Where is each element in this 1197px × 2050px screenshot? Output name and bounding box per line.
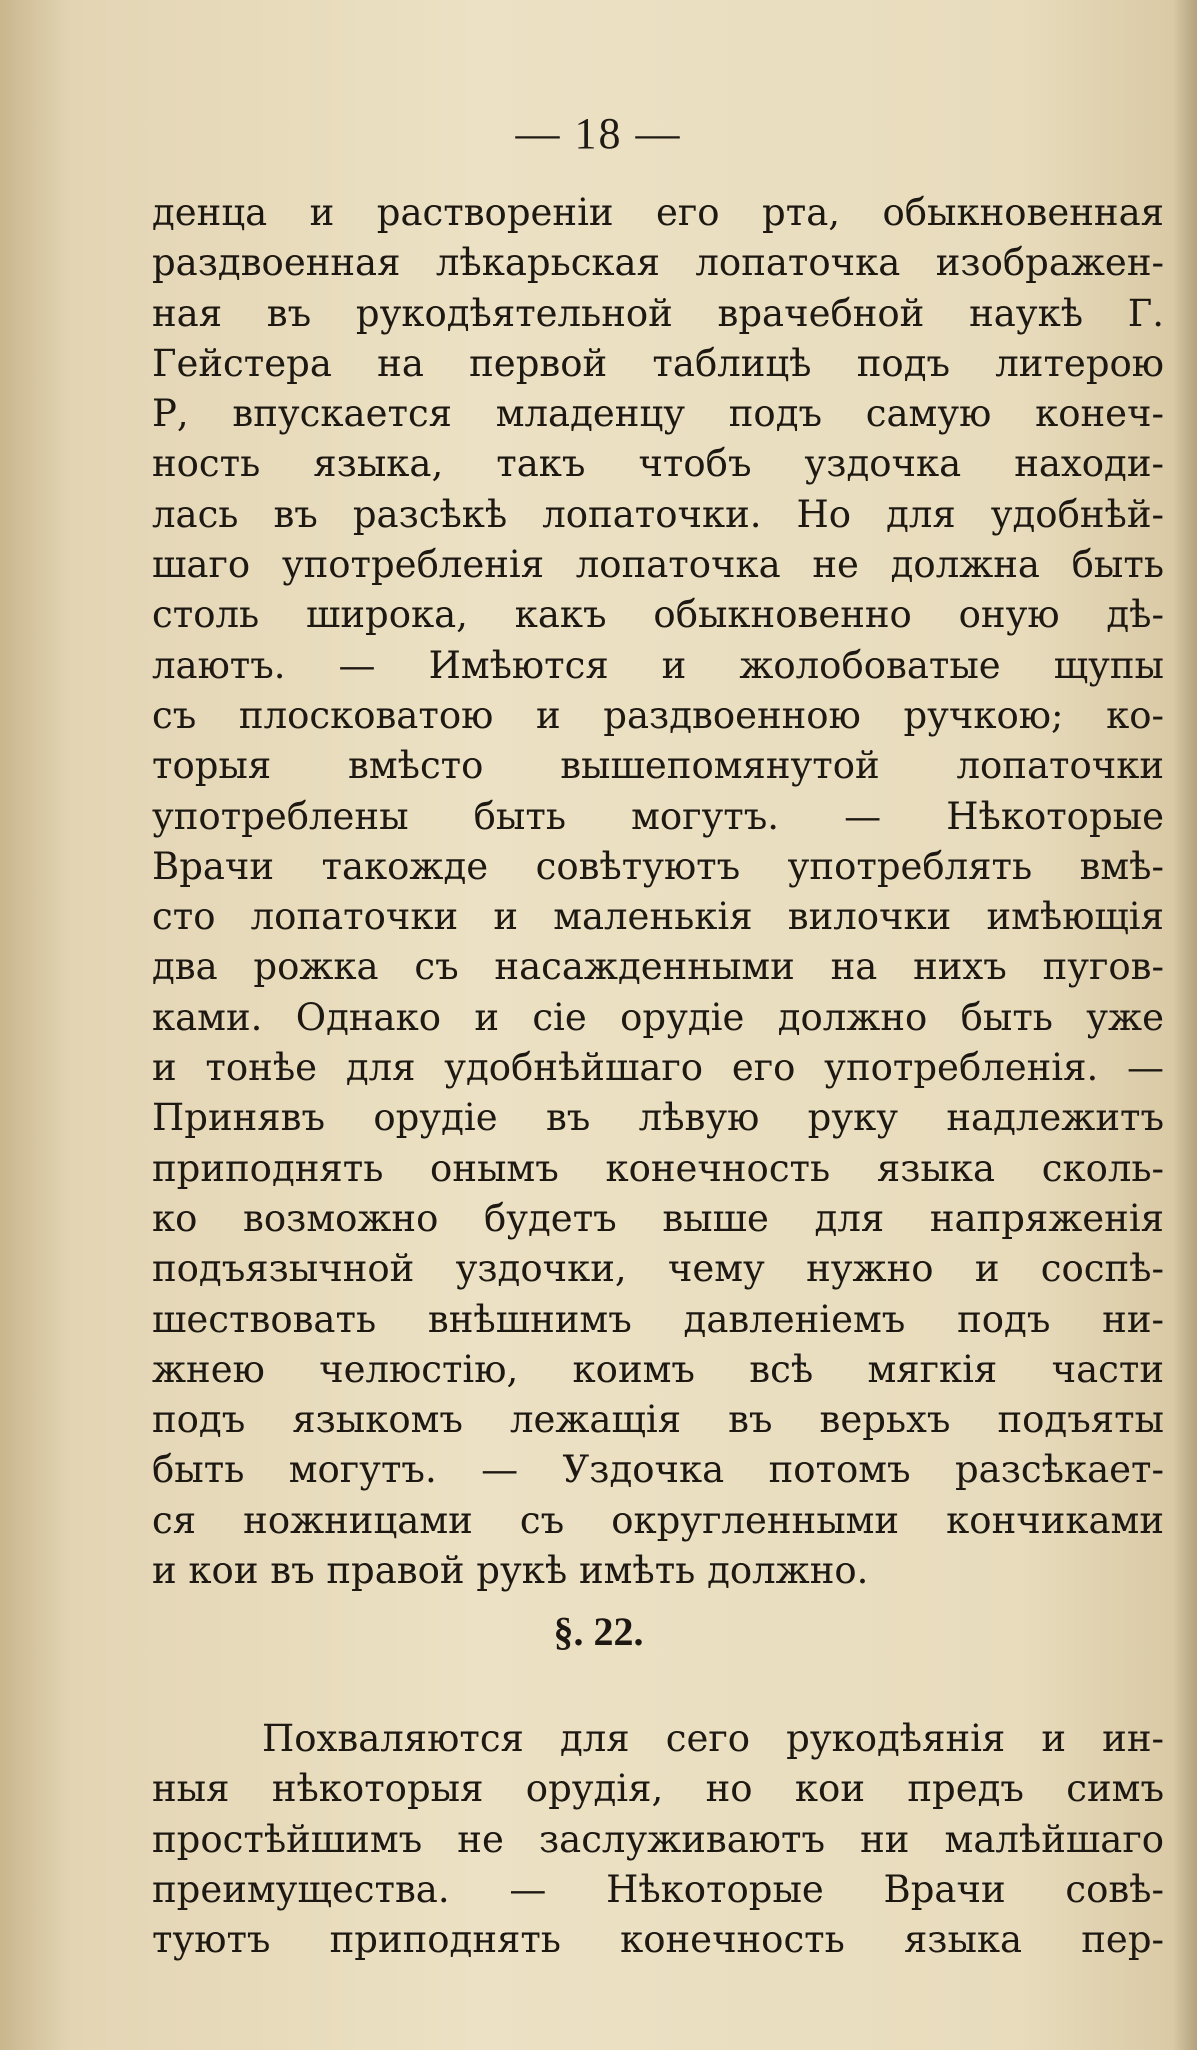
text-line: Похваляются для сего рукодѣянія и ин- <box>262 1717 1164 1760</box>
text-line: и тонѣе для удобнѣйшаго его употребленія. — <box>152 1046 1164 1090</box>
text-line: подъ языкомъ лежащія въ верьхъ подъяты <box>152 1398 1164 1442</box>
text-line: Р, впускается младенцу подъ самую конеч- <box>152 392 1164 436</box>
text-line: простѣйшимъ не заслуживаютъ ни малѣйшаго <box>152 1817 1164 1861</box>
text-line: сто лопаточки и маленькія вилочки имѣющія <box>152 895 1164 939</box>
text-line: приподнять онымъ конечность языка сколь- <box>152 1146 1164 1190</box>
text-line: жнею челюстію, коимъ всѣ мягкія части <box>152 1347 1164 1391</box>
paragraph-2 <box>152 1714 1164 1965</box>
text-line: торыя вмѣсто вышепомянутой лопаточки <box>152 744 1164 788</box>
text-line: ность языка, такъ чтобъ уздочка находи- <box>152 442 1164 486</box>
text-line: быть могутъ. — Уздочка потомъ разсѣкает- <box>152 1448 1164 1492</box>
text-line: и кои въ правой рукѣ имѣть должно. <box>152 1549 869 1593</box>
text-line: шествовать внѣшнимъ давленіемъ подъ ни- <box>152 1297 1164 1341</box>
page-number: — 18 — <box>515 109 682 158</box>
text-line: ная въ рукодѣятельной врачебной наукѣ Г. <box>152 291 1164 335</box>
text-line: съ плосковатою и раздвоенною ручкою; ко- <box>152 693 1164 737</box>
text-line: ся ножницами съ округленными кончиками <box>152 1498 1164 1542</box>
page-gutter-shadow <box>1173 0 1197 2050</box>
text-line: лаютъ. — Имѣются и жолобоватые щупы <box>152 643 1164 687</box>
text-line: шаго употребленія лопаточка не должна быть <box>152 543 1164 587</box>
text-line: ко возможно будетъ выше для напряженія <box>152 1196 1164 1240</box>
text-line: подъязычной уздочки, чему нужно и соспѣ- <box>152 1247 1164 1291</box>
text-line: Врачи такожде совѣтуютъ употреблять вмѣ- <box>152 844 1164 888</box>
text-line: Принявъ орудіе въ лѣвую руку надлежитъ <box>152 1096 1164 1140</box>
text-line: Гейстера на первой таблицѣ подъ литерою <box>152 341 1164 385</box>
text-line: ныя нѣкоторыя орудія, но кои предъ симъ <box>152 1767 1164 1811</box>
text-line: туютъ приподнять конечность языка пер- <box>152 1918 1164 1962</box>
section-heading: §. 22. <box>553 1609 644 1654</box>
paragraph-1 <box>152 188 1164 1596</box>
text-line: употреблены быть могутъ. — Нѣкоторые <box>152 794 1164 838</box>
text-line: столь широка, какъ обыкновенно оную дѣ- <box>152 593 1164 637</box>
text-line: денца и раствореніи его рта, обыкновенная <box>152 191 1164 234</box>
text-line: лась въ разсѣкѣ лопаточки. Но для удобнѣй- <box>152 492 1164 536</box>
text-line: раздвоенная лѣкарьская лопаточка изображен- <box>152 241 1164 285</box>
text-line: два рожка съ насажденными на нихъ пугов- <box>152 945 1164 989</box>
text-line: ками. Однако и сіе орудіе должно быть уже <box>152 995 1164 1039</box>
text-line: преимущества. — Нѣкоторые Врачи совѣ- <box>152 1867 1164 1911</box>
